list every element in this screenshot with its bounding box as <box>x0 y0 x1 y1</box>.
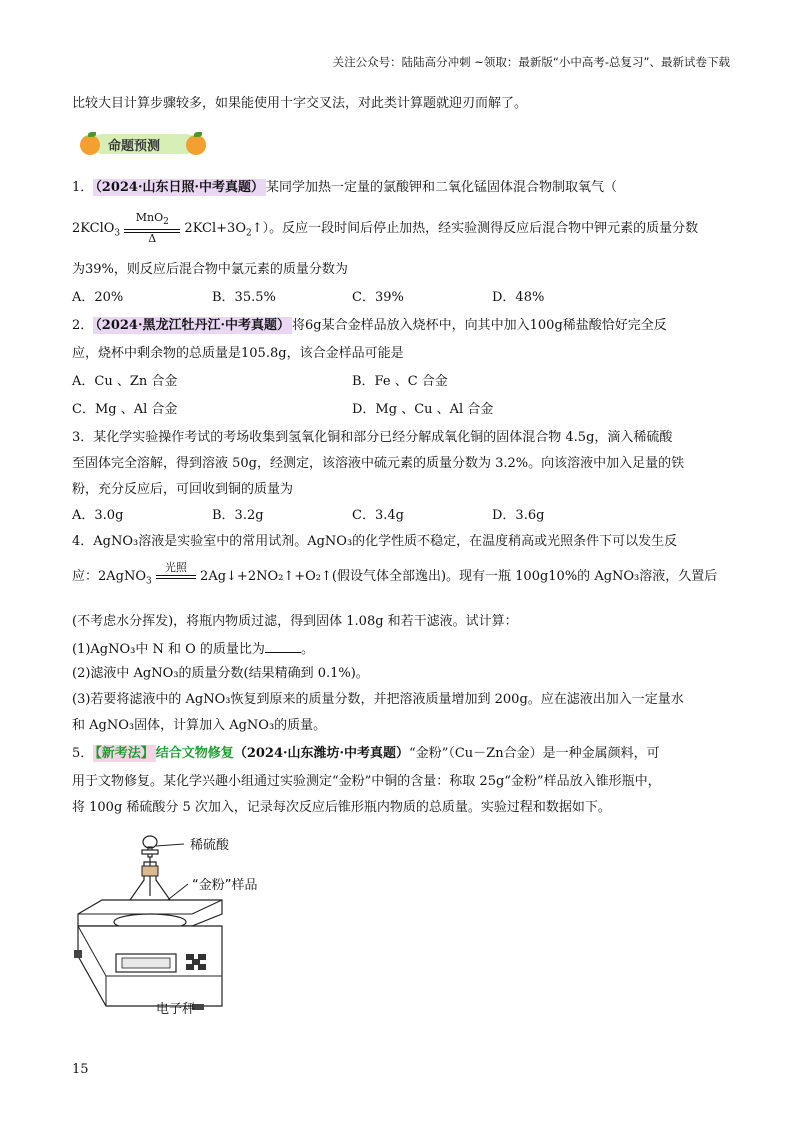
q2-text: 稀盐酸恰好完全反 <box>562 318 667 333</box>
eq-condition <box>124 212 180 245</box>
q5-source-tag: （2024·山东潍坊·中考真题） <box>233 746 410 761</box>
intro-text: 比较大目计算步骤较多，如果能使用十字交叉法，对此类计算题就迎刃而解了。 <box>72 96 528 111</box>
q2-option-b[interactable]: B．Fe 、C 合金 <box>352 374 448 389</box>
eq-heat: Δ <box>148 232 157 246</box>
orange-icon <box>80 135 100 155</box>
q2-text: 某合金样品放入烧杯中，向其中加入 <box>321 318 530 333</box>
q4-equation-line <box>72 562 717 596</box>
scale-flask-illustration <box>72 826 332 1022</box>
q4-text: 应： <box>72 569 99 584</box>
q4-sub3b: 和 AgNO₃固体，计算加入 AgNO₃的质量。 <box>72 718 327 733</box>
eq-reactant: 2KClO <box>72 221 115 237</box>
q4-sub3a: (3)若要将滤液中的 AgNO₃恢复到原来的质量分数，并把溶液质量增加到 200g。应在滤液出加入一定量水 <box>72 692 684 707</box>
eq-catalyst-sub: 2 <box>163 217 169 228</box>
q3-option-d[interactable]: D．3.6g <box>492 508 545 523</box>
q5-line2: 用于文物修复。某化学兴趣小组通过实验测定“金粉”中铜的含量：称取 25g“金粉”样品放入锥形瓶中， <box>72 774 661 789</box>
label-electronic-scale: 电子秤 <box>156 1002 196 1017</box>
label-dilute-sulfuric-acid: 稀硫酸 <box>190 838 230 853</box>
q5-number: 5． <box>72 746 94 761</box>
answer-blank[interactable] <box>265 638 301 653</box>
q1-text2: ）。反应一段时间后停止加热，经实验测得反应后混合物中钾元素的质量分数 <box>262 221 699 237</box>
q2-option-a[interactable]: A．Cu 、Zn 合金 <box>72 374 178 389</box>
experiment-figure <box>72 826 332 1022</box>
q4-sub1 <box>72 638 314 660</box>
q4-sub1-text: (1)AgNO₃中 N 和 O 的质量比为 <box>72 642 265 657</box>
q2-text: ，该合金样品可能是 <box>286 346 404 361</box>
eq-product: 2Ag↓+2NO₂↑+O₂↑ <box>200 569 332 584</box>
eq-arrow: ↑ <box>251 221 263 237</box>
q5-topic-tag: 结合文物修复 <box>155 746 234 761</box>
leaf-icon <box>88 132 96 137</box>
q2-text: 将 <box>292 318 306 333</box>
q4-sub2: (2)滤液中 AgNO₃的质量分数(结果精确到 0.1%)。 <box>72 666 369 681</box>
q3-line1: 3．某化学实验操作考试的考场收集到氢氧化铜和部分已经分解成氧化铜的固体混合物 4.5g，滴入稀硫酸 <box>72 430 673 445</box>
q2-option-d[interactable]: D．Mg 、Cu 、Al 合金 <box>352 402 494 417</box>
q2-line1 <box>72 316 667 336</box>
q4-sub1-end: 。 <box>300 642 314 657</box>
q5-alloy: Cu－Zn <box>454 746 504 761</box>
q1-option-d[interactable]: D．48% <box>492 290 545 305</box>
q3-option-c[interactable]: C．3.4g <box>352 508 404 523</box>
q4-text: (假设气体全部逸出)。现有一瓶 100g10%的 AgNO₃溶液，久置后 <box>331 569 718 584</box>
leaf-icon <box>194 132 202 137</box>
eq-sub: 3 <box>114 228 121 239</box>
q4-line3: (不考虑水分挥发)，将瓶内物质过滤，得到固体 1.08g 和若干滤液。试计算： <box>72 614 518 629</box>
q1-text: 某同学加热一定量的氯酸钾和二氧化锰固体混合物制取氧气（ <box>266 180 618 195</box>
q1-number: 1． <box>72 180 94 195</box>
q3-option-b[interactable]: B．3.2g <box>212 508 264 523</box>
eq-sub: 3 <box>146 576 152 587</box>
page-header: 关注公众号：陆陆高分冲刺 ~领取：最新版“小中高考-总复习”、最新试卷下载 <box>332 55 730 69</box>
q3-line2: 至固体完全溶解，得到溶液 50g，经测定，该溶液中硫元素的质量分数为 3.2%。向该溶液中加入足量的铁 <box>72 456 685 471</box>
q5-new-method-tag: 【新考法】 <box>95 746 154 761</box>
q1-line1 <box>72 178 617 198</box>
q3-line3: 粉，充分反应后，可回收到铜的质量为 <box>72 482 294 497</box>
q5-text: “金粉”（ <box>409 746 455 761</box>
banner-title: 命题预测 <box>108 139 161 154</box>
q1-line3: 为39%，则反应后混合物中氯元素的质量分数为 <box>72 262 348 277</box>
q5-line3: 将 100g 稀硫酸分 5 次加入，记录每次反应后锥形瓶内物质的总质量。实验过程和数据如下。 <box>72 800 611 815</box>
section-banner <box>78 128 210 160</box>
eq-reactant: 2AgNO <box>98 569 147 584</box>
q1-source-tag: （2024·山东日照·中考真题） <box>95 180 265 195</box>
q1-option-b[interactable]: B．35.5% <box>212 290 276 305</box>
label-gold-powder-sample: “金粉”样品 <box>192 878 258 893</box>
q1-option-c[interactable]: C．39% <box>352 290 404 305</box>
eq-light: 光照 <box>164 561 187 574</box>
q5-text: 合金）是一种金属颜料，可 <box>503 746 660 761</box>
q2-mass2: 100g <box>529 318 563 333</box>
q2-text: 应，烧杯中剩余物的总质量是 <box>72 346 242 361</box>
q2-number: 2． <box>72 318 94 333</box>
q4-line1: 4．AgNO₃溶液是实验室中的常用试剂。AgNO₃的化学性质不稳定，在温度稍高或光照条件下可以发生反 <box>72 534 678 549</box>
q2-line2 <box>72 344 404 364</box>
q2-source-tag: （2024·黑龙江牡丹江·中考真题） <box>95 318 291 333</box>
eq-product: 2KCl+3O <box>184 221 246 237</box>
eq-product-sub: 2 <box>245 228 252 239</box>
orange-icon <box>186 135 206 155</box>
eq-catalyst: MnO <box>135 211 164 224</box>
q3-option-a[interactable]: A．3.0g <box>72 508 124 523</box>
q1-option-a[interactable]: A．20% <box>72 290 124 305</box>
page-number: 15 <box>72 1062 89 1077</box>
q2-mass1: 6g <box>305 318 322 333</box>
eq-condition <box>156 562 196 591</box>
q5-line1 <box>72 744 660 764</box>
q1-equation-line <box>72 212 698 248</box>
q2-option-c[interactable]: C．Mg 、Al 合金 <box>72 402 178 417</box>
q2-mass3: 105.8g <box>241 346 287 361</box>
